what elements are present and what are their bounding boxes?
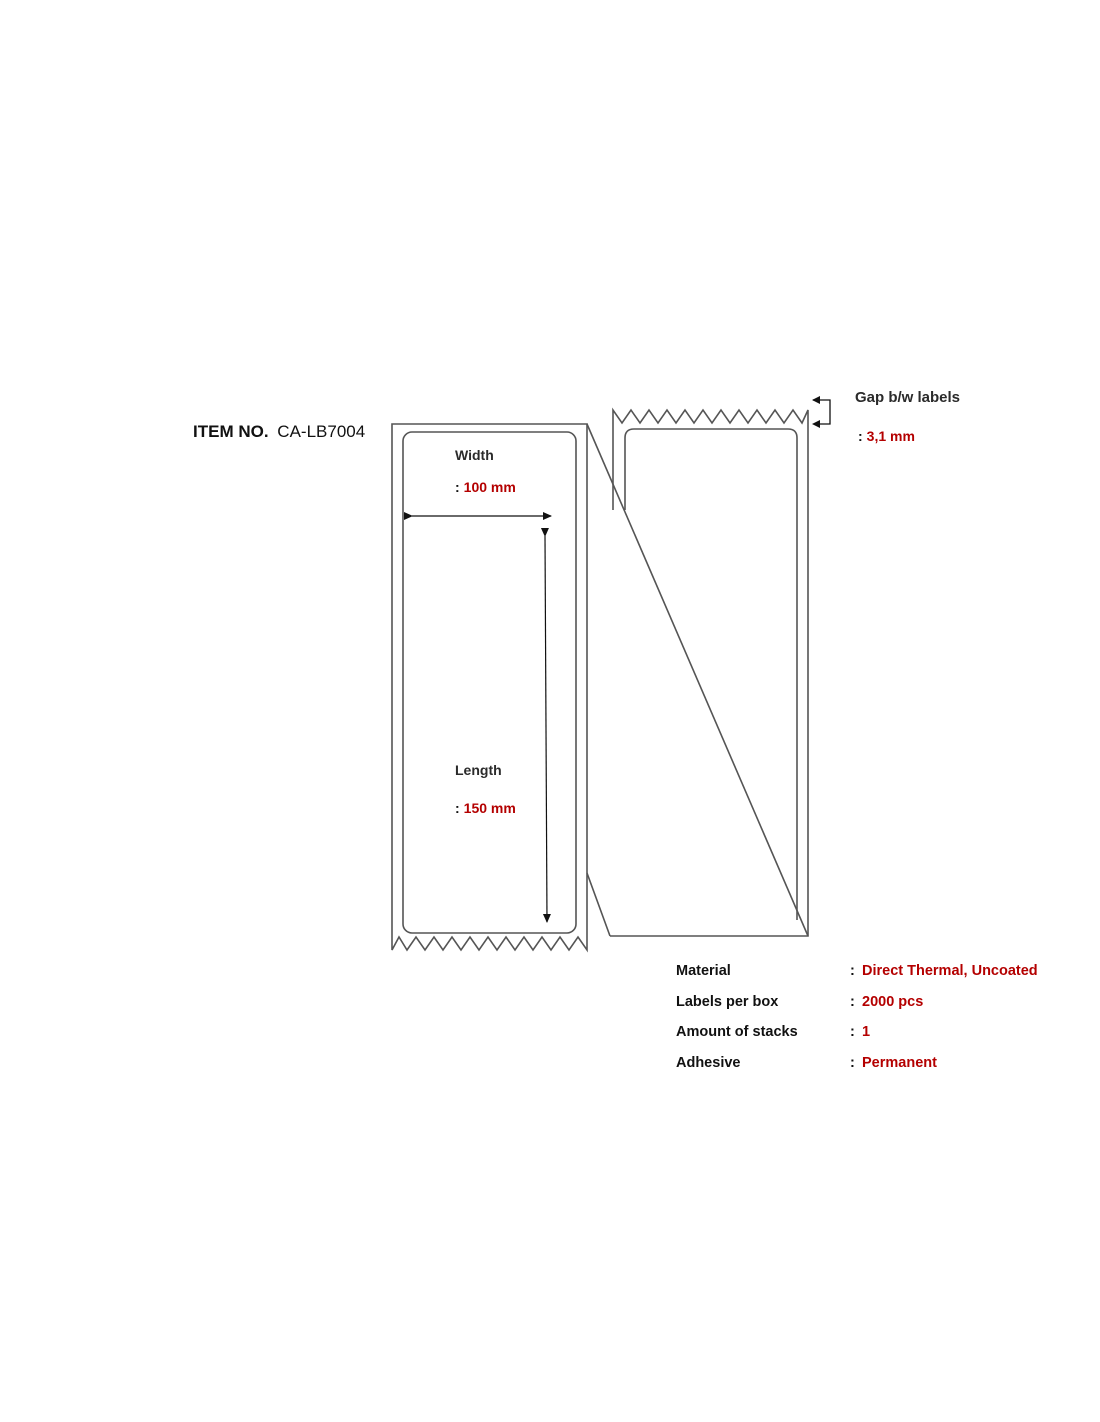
spec-key: Material: [676, 963, 731, 979]
gap-value-colon: :: [858, 428, 863, 444]
spec-row-labels-per-box: [676, 994, 1076, 1025]
spec-table: [676, 963, 1076, 1085]
spec-key: Adhesive: [676, 1054, 741, 1071]
gap-label: Gap b/w labels: [855, 389, 961, 406]
gap-value-row: [858, 428, 915, 444]
gap-value: 3,1 mm: [866, 428, 915, 444]
length-value-colon: :: [455, 800, 460, 816]
length-arrow: [545, 536, 547, 922]
fold-line-top: [587, 424, 808, 936]
width-value-row: [455, 479, 516, 495]
spec-key: Labels per box: [676, 993, 779, 1010]
spec-separator: :: [850, 963, 855, 979]
spec-value: 1: [862, 1024, 871, 1040]
spec-row-material: [676, 963, 1076, 994]
spec-value: 2000 pcs: [862, 993, 924, 1010]
width-label: Width: [455, 447, 494, 463]
fold-line-bottom: [587, 873, 610, 936]
front-label-sheet: [392, 424, 587, 950]
spec-value: Direct Thermal, Uncoated: [862, 963, 1038, 979]
spec-separator: :: [850, 1024, 855, 1040]
spec-key: Amount of stacks: [676, 1024, 798, 1040]
spec-row-amount-of-stacks: [676, 1024, 1076, 1055]
width-value: 100 mm: [463, 479, 516, 495]
gap-indicator: [813, 400, 830, 424]
back-label-sheet: [610, 410, 808, 936]
length-label: Length: [455, 762, 502, 778]
front-label-face: [403, 432, 576, 933]
spec-separator: :: [850, 1054, 855, 1071]
spec-row-adhesive: [676, 1055, 1076, 1086]
length-value: 150 mm: [463, 800, 516, 816]
item-number-value: CA-LB7004: [277, 422, 366, 441]
width-value-colon: :: [455, 479, 460, 495]
back-label-face: [625, 429, 797, 920]
item-number-label: ITEM NO.: [193, 422, 269, 441]
length-value-row: [455, 800, 516, 816]
spec-value: Permanent: [862, 1054, 937, 1071]
spec-separator: :: [850, 993, 855, 1010]
